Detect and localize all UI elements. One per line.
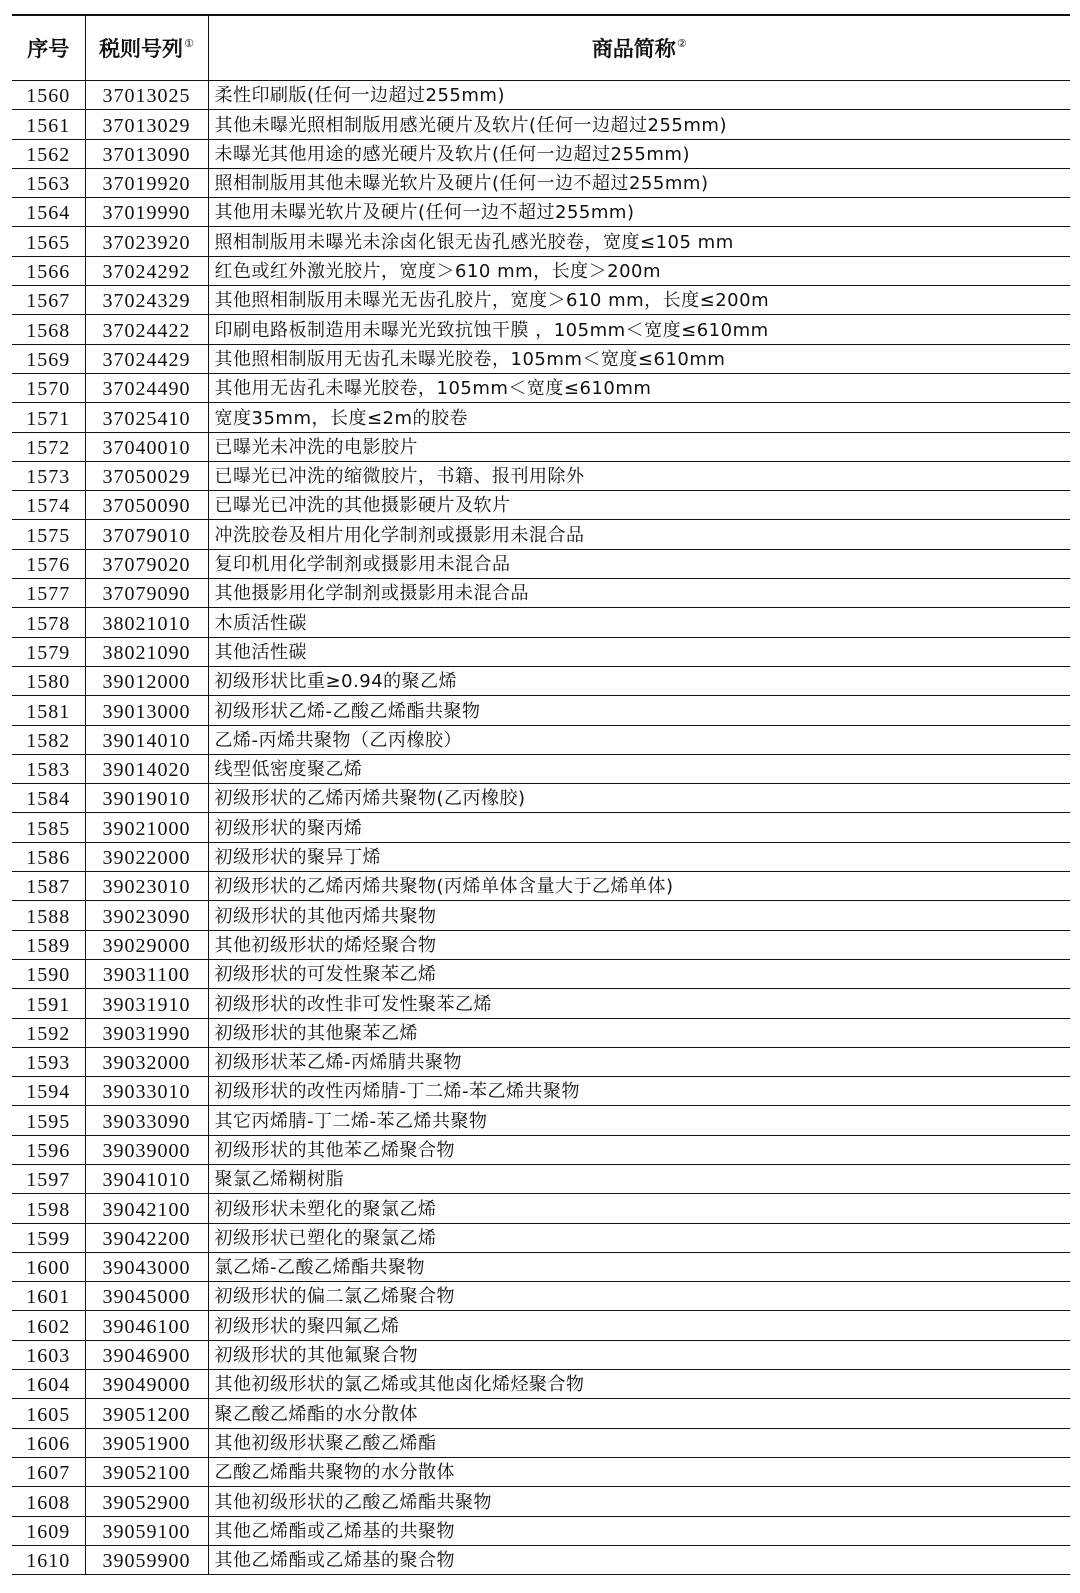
commodity-name-cell: 其他照相制版用未曝光无齿孔胶片，宽度＞610 mm，长度≤200m xyxy=(208,286,1070,315)
commodity-name-cell: 其他初级形状聚乙酸乙烯酯 xyxy=(208,1428,1070,1457)
table-row xyxy=(12,1047,1070,1076)
tariff-code-cell: 37024329 xyxy=(85,286,208,315)
serial-number-cell: 1576 xyxy=(12,549,85,578)
table-row xyxy=(12,1223,1070,1252)
commodity-name-cell: 其它丙烯腈-丁二烯-苯乙烯共聚物 xyxy=(208,1106,1070,1135)
serial-number-cell: 1596 xyxy=(12,1135,85,1164)
serial-number-cell: 1597 xyxy=(12,1164,85,1193)
table-row xyxy=(12,520,1070,549)
serial-number-cell: 1603 xyxy=(12,1340,85,1369)
commodity-name-cell: 照相制版用其他未曝光软片及硬片(任何一边不超过255mm) xyxy=(208,168,1070,197)
serial-number-cell: 1595 xyxy=(12,1106,85,1135)
table-row xyxy=(12,872,1070,901)
serial-number-cell: 1577 xyxy=(12,579,85,608)
tariff-code-cell: 39051200 xyxy=(85,1399,208,1428)
tariff-code-cell: 39033010 xyxy=(85,1077,208,1106)
commodity-name-cell: 初级形状的改性丙烯腈-丁二烯-苯乙烯共聚物 xyxy=(208,1077,1070,1106)
serial-number-cell: 1607 xyxy=(12,1457,85,1486)
tariff-code-cell: 37024490 xyxy=(85,373,208,402)
commodity-name-cell: 初级形状的乙烯丙烯共聚物(乙丙橡胶) xyxy=(208,784,1070,813)
commodity-name-cell: 乙酸乙烯酯共聚物的水分散体 xyxy=(208,1457,1070,1486)
commodity-name-cell: 聚氯乙烯糊树脂 xyxy=(208,1164,1070,1193)
table-row xyxy=(12,1252,1070,1281)
serial-number-cell: 1593 xyxy=(12,1047,85,1076)
commodity-name-cell: 红色或红外激光胶片，宽度＞610 mm，长度＞200m xyxy=(208,256,1070,285)
tariff-code-cell: 37079010 xyxy=(85,520,208,549)
tariff-code-cell: 39046100 xyxy=(85,1311,208,1340)
tariff-code-cell: 39023010 xyxy=(85,872,208,901)
table-row xyxy=(12,813,1070,842)
serial-number-cell: 1590 xyxy=(12,959,85,988)
tariff-code-cell: 39045000 xyxy=(85,1282,208,1311)
commodity-name-cell: 初级形状的聚四氟乙烯 xyxy=(208,1311,1070,1340)
serial-number-cell: 1560 xyxy=(12,81,85,110)
commodity-name-cell: 初级形状已塑化的聚氯乙烯 xyxy=(208,1223,1070,1252)
table-body xyxy=(12,81,1070,1575)
commodity-name-cell: 印刷电路板制造用未曝光光致抗蚀干膜 ，105mm＜宽度≤610mm xyxy=(208,315,1070,344)
serial-number-cell: 1586 xyxy=(12,842,85,871)
table-row xyxy=(12,1370,1070,1399)
tariff-code-cell: 37024292 xyxy=(85,256,208,285)
serial-number-cell: 1570 xyxy=(12,373,85,402)
table-row xyxy=(12,842,1070,871)
serial-number-cell: 1580 xyxy=(12,666,85,695)
tariff-code-cell: 39013000 xyxy=(85,696,208,725)
tariff-code-cell: 39014020 xyxy=(85,754,208,783)
serial-number-cell: 1573 xyxy=(12,461,85,490)
header-row xyxy=(12,15,1070,81)
table-row xyxy=(12,227,1070,256)
commodity-name-cell: 氯乙烯-乙酸乙烯酯共聚物 xyxy=(208,1252,1070,1281)
tariff-code-cell: 39032000 xyxy=(85,1047,208,1076)
commodity-name-cell: 其他用无齿孔未曝光胶卷，105mm＜宽度≤610mm xyxy=(208,373,1070,402)
table-row xyxy=(12,1135,1070,1164)
serial-number-cell: 1563 xyxy=(12,168,85,197)
table-row xyxy=(12,403,1070,432)
tariff-code-cell: 39043000 xyxy=(85,1252,208,1281)
tariff-code-cell: 37013029 xyxy=(85,110,208,139)
tariff-code-cell: 37024429 xyxy=(85,344,208,373)
tariff-code-cell: 39031990 xyxy=(85,1018,208,1047)
table-row xyxy=(12,1194,1070,1223)
commodity-name-cell: 其他初级形状的烯烃聚合物 xyxy=(208,930,1070,959)
tariff-code-cell: 39046900 xyxy=(85,1340,208,1369)
serial-number-cell: 1568 xyxy=(12,315,85,344)
commodity-name-cell: 初级形状的乙烯丙烯共聚物(丙烯单体含量大于乙烯单体) xyxy=(208,872,1070,901)
table-row xyxy=(12,608,1070,637)
table-row xyxy=(12,1428,1070,1457)
commodity-name-cell: 其他照相制版用无齿孔未曝光胶卷，105mm＜宽度≤610mm xyxy=(208,344,1070,373)
commodity-table xyxy=(12,14,1070,1575)
table-row xyxy=(12,1164,1070,1193)
table-row xyxy=(12,549,1070,578)
tariff-code-cell: 37025410 xyxy=(85,403,208,432)
serial-number-cell: 1571 xyxy=(12,403,85,432)
tariff-code-cell: 39042100 xyxy=(85,1194,208,1223)
tariff-code-cell: 37050090 xyxy=(85,491,208,520)
serial-number-cell: 1587 xyxy=(12,872,85,901)
serial-number-cell: 1574 xyxy=(12,491,85,520)
tariff-code-cell: 39019010 xyxy=(85,784,208,813)
table-row xyxy=(12,373,1070,402)
commodity-name-cell: 木质活性碳 xyxy=(208,608,1070,637)
table-row xyxy=(12,139,1070,168)
tariff-code-cell: 37024422 xyxy=(85,315,208,344)
commodity-name-cell: 初级形状未塑化的聚氯乙烯 xyxy=(208,1194,1070,1223)
serial-number-cell: 1592 xyxy=(12,1018,85,1047)
tariff-code-cell: 39052100 xyxy=(85,1457,208,1486)
table-row xyxy=(12,461,1070,490)
tariff-code-cell: 38021090 xyxy=(85,637,208,666)
table-row xyxy=(12,1311,1070,1340)
commodity-name-cell: 已曝光未冲洗的电影胶片 xyxy=(208,432,1070,461)
commodity-name-cell: 柔性印刷版(任何一边超过255mm) xyxy=(208,81,1070,110)
commodity-name-cell: 初级形状的其他氟聚合物 xyxy=(208,1340,1070,1369)
header-serial-number: 序号 xyxy=(12,15,85,81)
commodity-name-cell: 初级形状的其他丙烯共聚物 xyxy=(208,901,1070,930)
commodity-name-cell: 初级形状的聚丙烯 xyxy=(208,813,1070,842)
header-tariff-code: 税则号列① xyxy=(85,15,208,81)
commodity-name-cell: 其他乙烯酯或乙烯基的共聚物 xyxy=(208,1516,1070,1545)
tariff-code-cell: 39023090 xyxy=(85,901,208,930)
commodity-name-cell: 初级形状的偏二氯乙烯聚合物 xyxy=(208,1282,1070,1311)
table-row xyxy=(12,725,1070,754)
tariff-code-cell: 39051900 xyxy=(85,1428,208,1457)
serial-number-cell: 1584 xyxy=(12,784,85,813)
table-row xyxy=(12,315,1070,344)
table-row xyxy=(12,198,1070,227)
table-row xyxy=(12,989,1070,1018)
commodity-name-cell: 宽度35mm，长度≤2m的胶卷 xyxy=(208,403,1070,432)
commodity-name-cell: 初级形状的改性非可发性聚苯乙烯 xyxy=(208,989,1070,1018)
tariff-code-cell: 39059100 xyxy=(85,1516,208,1545)
serial-number-cell: 1608 xyxy=(12,1487,85,1516)
serial-number-cell: 1602 xyxy=(12,1311,85,1340)
serial-number-cell: 1566 xyxy=(12,256,85,285)
serial-number-cell: 1598 xyxy=(12,1194,85,1223)
tariff-code-cell: 39012000 xyxy=(85,666,208,695)
commodity-name-cell: 乙烯-丙烯共聚物（乙丙橡胶） xyxy=(208,725,1070,754)
tariff-code-cell: 37019920 xyxy=(85,168,208,197)
serial-number-cell: 1600 xyxy=(12,1252,85,1281)
commodity-name-cell: 初级形状的其他聚苯乙烯 xyxy=(208,1018,1070,1047)
tariff-code-cell: 37079090 xyxy=(85,579,208,608)
serial-number-cell: 1579 xyxy=(12,637,85,666)
commodity-name-cell: 冲洗胶卷及相片用化学制剂或摄影用未混合品 xyxy=(208,520,1070,549)
serial-number-cell: 1561 xyxy=(12,110,85,139)
tariff-code-cell: 39031910 xyxy=(85,989,208,1018)
commodity-name-cell: 其他初级形状的氯乙烯或其他卤化烯烃聚合物 xyxy=(208,1370,1070,1399)
serial-number-cell: 1565 xyxy=(12,227,85,256)
commodity-name-cell: 初级形状乙烯-乙酸乙烯酯共聚物 xyxy=(208,696,1070,725)
table-row xyxy=(12,1457,1070,1486)
serial-number-cell: 1575 xyxy=(12,520,85,549)
serial-number-cell: 1610 xyxy=(12,1545,85,1574)
table-row xyxy=(12,579,1070,608)
tariff-code-cell: 39033090 xyxy=(85,1106,208,1135)
commodity-name-cell: 已曝光已冲洗的缩微胶片，书籍、报刊用除外 xyxy=(208,461,1070,490)
tariff-code-cell: 37050029 xyxy=(85,461,208,490)
serial-number-cell: 1606 xyxy=(12,1428,85,1457)
table-row xyxy=(12,901,1070,930)
tariff-code-cell: 39041010 xyxy=(85,1164,208,1193)
table-row xyxy=(12,637,1070,666)
table-row xyxy=(12,1106,1070,1135)
table-row xyxy=(12,1018,1070,1047)
commodity-name-cell: 其他乙烯酯或乙烯基的聚合物 xyxy=(208,1545,1070,1574)
tariff-code-cell: 39021000 xyxy=(85,813,208,842)
serial-number-cell: 1588 xyxy=(12,901,85,930)
table-row xyxy=(12,696,1070,725)
tariff-code-cell: 37040010 xyxy=(85,432,208,461)
serial-number-cell: 1578 xyxy=(12,608,85,637)
commodity-name-cell: 初级形状苯乙烯-丙烯腈共聚物 xyxy=(208,1047,1070,1076)
table-row xyxy=(12,1487,1070,1516)
commodity-name-cell: 初级形状比重≥0.94的聚乙烯 xyxy=(208,666,1070,695)
tariff-code-cell: 39039000 xyxy=(85,1135,208,1164)
table-row xyxy=(12,110,1070,139)
serial-number-cell: 1581 xyxy=(12,696,85,725)
table-row xyxy=(12,959,1070,988)
serial-number-cell: 1583 xyxy=(12,754,85,783)
serial-number-cell: 1582 xyxy=(12,725,85,754)
serial-number-cell: 1564 xyxy=(12,198,85,227)
commodity-name-cell: 初级形状的聚异丁烯 xyxy=(208,842,1070,871)
serial-number-cell: 1604 xyxy=(12,1370,85,1399)
commodity-name-cell: 其他摄影用化学制剂或摄影用未混合品 xyxy=(208,579,1070,608)
tariff-code-cell: 39022000 xyxy=(85,842,208,871)
tariff-code-cell: 37023920 xyxy=(85,227,208,256)
table-row xyxy=(12,256,1070,285)
commodity-name-cell: 照相制版用未曝光未涂卤化银无齿孔感光胶卷，宽度≤105 mm xyxy=(208,227,1070,256)
tariff-code-cell: 37013025 xyxy=(85,81,208,110)
commodity-name-cell: 未曝光其他用途的感光硬片及软片(任何一边超过255mm) xyxy=(208,139,1070,168)
tariff-code-cell: 39029000 xyxy=(85,930,208,959)
serial-number-cell: 1594 xyxy=(12,1077,85,1106)
table-row xyxy=(12,81,1070,110)
header-commodity-name: 商品简称② xyxy=(208,15,1070,81)
tariff-code-cell: 39049000 xyxy=(85,1370,208,1399)
table-row xyxy=(12,666,1070,695)
commodity-name-cell: 其他未曝光照相制版用感光硬片及软片(任何一边超过255mm) xyxy=(208,110,1070,139)
commodity-name-cell: 初级形状的可发性聚苯乙烯 xyxy=(208,959,1070,988)
commodity-name-cell: 初级形状的其他苯乙烯聚合物 xyxy=(208,1135,1070,1164)
table-row xyxy=(12,754,1070,783)
serial-number-cell: 1589 xyxy=(12,930,85,959)
serial-number-cell: 1609 xyxy=(12,1516,85,1545)
table-row xyxy=(12,286,1070,315)
serial-number-cell: 1585 xyxy=(12,813,85,842)
table-row xyxy=(12,432,1070,461)
table-row xyxy=(12,1340,1070,1369)
serial-number-cell: 1599 xyxy=(12,1223,85,1252)
serial-number-cell: 1562 xyxy=(12,139,85,168)
commodity-name-cell: 其他用未曝光软片及硬片(任何一边不超过255mm) xyxy=(208,198,1070,227)
table-row xyxy=(12,344,1070,373)
commodity-name-cell: 其他初级形状的乙酸乙烯酯共聚物 xyxy=(208,1487,1070,1516)
tariff-code-cell: 37013090 xyxy=(85,139,208,168)
commodity-name-cell: 聚乙酸乙烯酯的水分散体 xyxy=(208,1399,1070,1428)
tariff-code-cell: 37019990 xyxy=(85,198,208,227)
footnote-marker-1: ① xyxy=(184,37,194,50)
serial-number-cell: 1569 xyxy=(12,344,85,373)
commodity-name-cell: 已曝光已冲洗的其他摄影硬片及软片 xyxy=(208,491,1070,520)
tariff-code-cell: 38021010 xyxy=(85,608,208,637)
footnote-marker-2: ② xyxy=(676,37,687,50)
tariff-code-cell: 39031100 xyxy=(85,959,208,988)
tariff-code-cell: 39042200 xyxy=(85,1223,208,1252)
serial-number-cell: 1605 xyxy=(12,1399,85,1428)
serial-number-cell: 1601 xyxy=(12,1282,85,1311)
commodity-name-cell: 其他活性碳 xyxy=(208,637,1070,666)
serial-number-cell: 1567 xyxy=(12,286,85,315)
table-row xyxy=(12,930,1070,959)
tariff-code-cell: 39059900 xyxy=(85,1545,208,1574)
serial-number-cell: 1572 xyxy=(12,432,85,461)
commodity-name-cell: 线型低密度聚乙烯 xyxy=(208,754,1070,783)
table-row xyxy=(12,168,1070,197)
table-row xyxy=(12,1516,1070,1545)
table-row xyxy=(12,1077,1070,1106)
tariff-code-cell: 39052900 xyxy=(85,1487,208,1516)
table-row xyxy=(12,1399,1070,1428)
commodity-name-cell: 复印机用化学制剂或摄影用未混合品 xyxy=(208,549,1070,578)
table-row xyxy=(12,784,1070,813)
table-header xyxy=(12,15,1070,81)
table-row xyxy=(12,1282,1070,1311)
table-row xyxy=(12,491,1070,520)
table-row xyxy=(12,1545,1070,1574)
serial-number-cell: 1591 xyxy=(12,989,85,1018)
tariff-code-cell: 37079020 xyxy=(85,549,208,578)
tariff-code-cell: 39014010 xyxy=(85,725,208,754)
